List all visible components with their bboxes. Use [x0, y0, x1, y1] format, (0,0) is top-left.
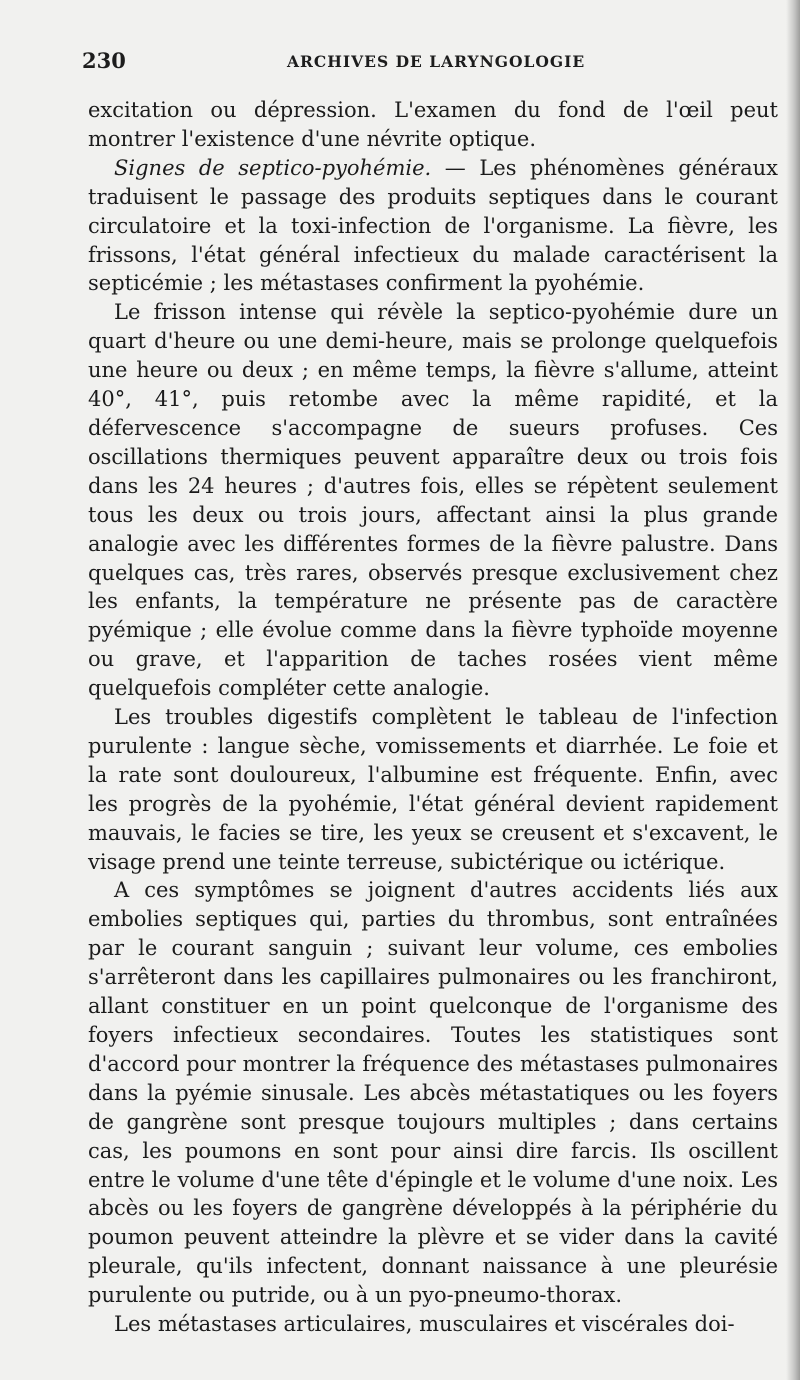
paragraph-5-text: A ces symptômes se joignent d'autres accidents liés aux embolies septiques qui, parties du thrombus, sont entraînées par le courant sanguin ; suivant leur volume, ces embolies s'arrêteront dans les capillaires pulmonaires ou les franchiront, allant constituer en un point quelconque de l'organisme des foyers infectieux secondaires. Toutes les statistiques sont d'accord pour montrer la fréquence des métastases pulmonaires dans la pyémie sinusale. Les abcès métastatiques ou les foyers de gangrène sont presque toujours multiples ; dans certains cas, les poumons en sont pour ainsi dire farcis. Ils oscillent entre le volume d'une tête d'épingle et le volume d'une noix. Les abcès ou les foyers de gangrène développés à la périphérie du poumon peuvent atteindre la plèvre et se vider dans la cavité pleurale, qu'ils infectent, donnant naissance à une pleurésie purulente ou putride, ou à un pyo-pneumo-thorax.: [88, 878, 778, 1308]
paragraph-3-text: Le frisson intense qui révèle la septico-pyohémie dure un quart d'heure ou une demi-heure, mais se prolonge quelquefois une heure ou deux ; en même temps, la fièvre s'allume, atteint 40°, 41°, puis retombe avec la même rapidité, et la défervescence s'accompagne de sueurs profuses. Ces oscillations thermiques peuvent apparaître deux ou trois fois dans les 24 heures ; d'autres fois, elles se répètent seulement tous les deux ou trois jours, affectant ainsi la plus grande analogie avec les différentes formes de la fièvre palustre. Dans quelques cas, très rares, observés presque exclusivement chez les enfants, la température ne présente pas de caractère pyémique ; elle évolue comme dans la fièvre typhoïde moyenne ou grave, et l'apparition de taches rosées vient même quelquefois compléter cette analogie.: [88, 300, 778, 701]
body-text: [88, 96, 778, 1339]
page-number: 230: [82, 48, 126, 73]
running-title: ARCHIVES DE LARYNGOLOGIE: [287, 52, 586, 71]
paragraph-2-text: — Les phénomènes généraux traduisent le passage des produits septiques dans le courant circulatoire et la toxi-infection de l'organisme. La fièvre, les frissons, l'état général infectieux du malade caractérisent la septicémie ; les métastases confirment la pyohémie.: [88, 155, 778, 296]
paragraph-6-text: Les métastases articulaires, musculaires et viscérales doi-: [114, 1312, 735, 1337]
paragraph-4: [88, 703, 778, 876]
paragraph-6: [88, 1310, 778, 1339]
section-heading: Signes de septico-pyohémie.: [114, 155, 432, 180]
paragraph-5: [88, 876, 778, 1310]
paragraph-2: [88, 154, 778, 299]
page-header: [82, 48, 602, 78]
paragraph-3: [88, 298, 778, 703]
paragraph-1-text: excitation ou dépression. L'examen du fond de l'œil peut montrer l'existence d'une névrite optique.: [88, 98, 778, 151]
paragraph-1: [88, 96, 778, 154]
paragraph-4-text: Les troubles digestifs complètent le tableau de l'infection purulente : langue sèche, vomissements et diarrhée. Le foie et la rate sont douloureux, l'albumine est fréquente. Enfin, avec les progrès de la pyohémie, l'état général devient rapidement mauvais, le facies se tire, les yeux se creusent et s'excavent, le visage prend une teinte terreuse, subictérique ou ictérique.: [88, 705, 778, 874]
page-edge-shadow: [786, 0, 800, 1380]
